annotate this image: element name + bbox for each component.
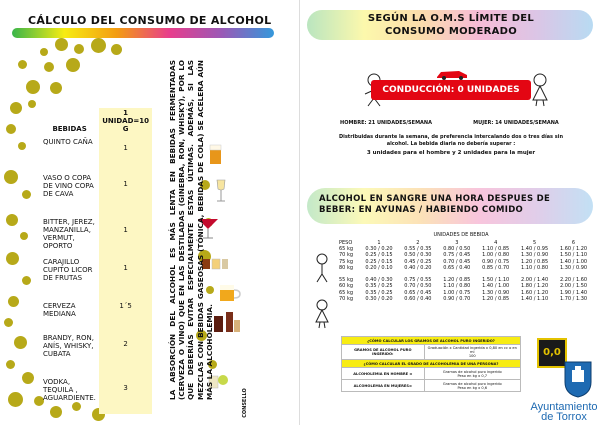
header-bebidas: BEBIDAS — [52, 125, 87, 133]
bac-weight: 65 kg — [339, 289, 354, 296]
bac-value: 1.60 / 1.20 — [559, 246, 588, 253]
drink-name: CARAJILLO CUPITO LICOR DE FRUTAS — [43, 258, 93, 282]
drink-name: VASO O COPA DE VINO COPA DE CAVA — [43, 174, 94, 198]
calc-formula — [424, 380, 520, 392]
town-shield-icon — [563, 360, 593, 398]
bac-value: 1.20 / 0.85 — [482, 295, 510, 302]
left-title: CÁLCULO DEL CONSUMO DE ALCOHOL — [28, 14, 272, 27]
drink-units: 1 — [99, 134, 152, 166]
table-row — [40, 368, 152, 414]
table-row — [40, 294, 152, 328]
bac-value: 0.50 / 0.30 — [404, 252, 432, 259]
bac-weight: 55 kg — [339, 277, 354, 284]
bac-value: 1.00 / 0.80 — [482, 252, 510, 259]
bac-value: 0.30 / 0.20 — [365, 295, 393, 302]
bac-value: 1.10 / 0.80 — [443, 283, 471, 290]
bac-value: 1.30 / 0.90 — [559, 264, 588, 271]
bac-value: 0.65 / 0.40 — [443, 264, 471, 271]
drinker-fasting-icon — [311, 252, 333, 284]
bac-value: 0.60 / 0.40 — [404, 295, 432, 302]
bac-header-cell: 2 — [416, 240, 420, 247]
bac-value: 1.50 / 1.10 — [559, 252, 588, 259]
calc-table — [341, 336, 521, 392]
calc-label: ALCOHOLEMIA EN HOMBRE = — [342, 368, 425, 380]
driving-limit: CONDUCCIÓN: 0 UNIDADES — [371, 80, 531, 100]
bac-value: 1.90 / 1.40 — [559, 289, 588, 296]
formula-numerator: Gramos de alcohol puro ingerido — [442, 369, 502, 374]
bac-value: 1.30 / 0.90 — [482, 289, 510, 296]
bac-value: 1.10 / 0.85 — [482, 246, 510, 253]
header-unidad: 1 UNIDAD=10 G — [99, 108, 152, 134]
calc-question-1: ¿CÓMO CALCULAR LOS GRAMOS DE ALCOHOL PURO INGERIDO? — [342, 337, 521, 345]
bac-value: 1.40 / 1.10 — [521, 295, 549, 302]
table-row — [40, 134, 152, 166]
bac-value: 2.00 / 1.50 — [559, 283, 588, 290]
drink-units: 1´5 — [99, 294, 152, 328]
bac-value: 1.10 / 0.80 — [521, 264, 549, 271]
bac-value: 0.40 / 0.20 — [404, 264, 432, 271]
absorption-note: LA ABSORCIÓN DEL ALCOHOL ES MÁS LENTA EN BEBIDAS FERMENTADAS (CERVEZA O VINO) QUE EN LAS DESTILADAS (GINEBRA, RON, WHISKY), POR LO QUE DEBERÍAS EVITAR ESPECIALMENTE ESTAS ÚLTIMAS. ADEMÁS, SI LAS MEZCLAS CON BEBIDAS GASEOSAS (TÓNICA, BEBIDAS DE COLA) SE ACELERA AÚN MÁS LA ALCOHOLEMIA. — [168, 60, 214, 400]
drink-name: BRANDY, RON, ANÍS, WHISKY, CUBATA — [43, 334, 94, 358]
bac-value: 0.65 / 0.45 — [404, 289, 432, 296]
formula-denominator: 100 — [468, 354, 476, 358]
calc-label: GRAMOS DE ALCOHOL PURO INGERIDO: — [342, 345, 425, 360]
drink-units: 1 — [99, 254, 152, 294]
drink-units: 1 — [99, 210, 152, 254]
oms-title: SEGÚN LA O.M.S LÍMITE DEL CONSUMO MODERADO — [367, 13, 535, 37]
women-limit: MUJER: 14 UNIDADES/SEMANA — [473, 120, 559, 126]
table-row — [40, 166, 152, 210]
bac-value: 1.20 / 0.85 — [443, 277, 471, 284]
bac-value: 0.90 / 0.75 — [482, 258, 510, 265]
bac-value: 0.45 / 0.25 — [404, 258, 432, 265]
bac-title: ALCOHOL EN SANGRE UNA HORA DESPUES DE BEBER: EN AYUNAS / HABIENDO COMIDO — [319, 194, 551, 215]
bac-value: 0.90 / 0.70 — [443, 295, 471, 302]
bac-value: 0.70 / 0.45 — [443, 258, 471, 265]
right-panel — [301, 0, 600, 425]
bac-value: 0.35 / 0.25 — [365, 283, 393, 290]
bac-value: 1.40 / 1.00 — [559, 258, 588, 265]
bac-weight: 70 kg — [339, 252, 354, 259]
men-limit: HOMBRE: 21 UNIDADES/SEMANA — [340, 120, 432, 126]
zero-alcohol-badge: 0,0 — [537, 338, 567, 368]
title-underline — [12, 28, 274, 38]
daily-limit-text: 3 unidades para el hombre y 2 unidades para la mujer — [366, 150, 536, 156]
bac-value: 2.00 / 1.40 — [521, 277, 549, 284]
bac-value: 1.00 / 0.75 — [443, 289, 471, 296]
drink-name: CERVEZA MEDIANA — [43, 302, 76, 318]
bac-value: 0.30 / 0.20 — [365, 246, 393, 253]
bac-value: 1.70 / 1.30 — [559, 295, 588, 302]
drink-units: 1 — [99, 166, 152, 210]
formula-denominator: Peso en kg x 0,6 — [457, 385, 488, 390]
formula-numerator: Graduación x Cantidad ingerida x 0,80 en cc o en ml — [427, 346, 517, 354]
bac-weight: 65 kg — [339, 246, 354, 253]
drink-units: 3 — [99, 368, 152, 414]
bac-value: 1.80 / 1.20 — [521, 283, 549, 290]
drink-units: 2 — [99, 328, 152, 368]
bac-value: 1.40 / 1.00 — [482, 283, 510, 290]
table-row — [40, 210, 152, 254]
bac-weight: 75 kg — [339, 258, 354, 265]
drinks-table — [40, 108, 152, 414]
calc-question-2: ¿CÓMO CALCULAR EL GRADO DE ALCOHOLEMIA DE UNA PERSONA? — [342, 360, 521, 368]
bac-value: 0.40 / 0.30 — [365, 277, 393, 284]
bac-value: 2.20 / 1.60 — [559, 277, 588, 284]
formula-numerator: Gramos de alcohol puro ingerido — [442, 381, 502, 386]
bac-header-cell: 1 — [377, 240, 381, 247]
drink-name: QUINTO CAÑA — [43, 138, 93, 146]
bac-table-body — [337, 240, 593, 302]
bac-value: 1.40 / 0.95 — [521, 246, 549, 253]
bac-value: 0.80 / 0.50 — [443, 246, 471, 253]
bac-value: 1.30 / 0.90 — [521, 252, 549, 259]
bac-value: 0.20 / 0.10 — [365, 264, 393, 271]
bac-header-cell: PESO — [339, 240, 353, 247]
advice-text: Distribuidas durante la semana, de preferencia intercalando dos o tres días sin alcohol. La bebida diaria no debería superar : — [338, 134, 564, 147]
calc-formula — [424, 345, 520, 360]
drink-name: VODKA, TEQUILA , AGUARDIENTE. — [43, 378, 96, 402]
drink-name: BITTER, JEREZ, MANZANILLA, VERMUT, OPORTO — [43, 218, 95, 250]
calc-formula — [424, 368, 520, 380]
bac-weight: 70 kg — [339, 295, 354, 302]
bac-weight: 60 kg — [339, 283, 354, 290]
bac-value: 0.55 / 0.35 — [404, 246, 432, 253]
table-row — [40, 328, 152, 368]
bac-value: 0.85 / 0.70 — [482, 264, 510, 271]
drinker-fed-icon — [311, 298, 333, 330]
bac-value: 1.50 / 1.10 — [482, 277, 510, 284]
bac-weight: 80 kg — [339, 264, 354, 271]
bac-value: 1.60 / 1.20 — [521, 289, 549, 296]
bac-value: 0.25 / 0.15 — [365, 258, 393, 265]
consello-logo: CONSELLO — [241, 388, 248, 418]
bac-value: 0.70 / 0.50 — [404, 283, 432, 290]
bac-value: 1.20 / 0.85 — [521, 258, 549, 265]
calc-label: ALCOHOLEMIA EN MUJERES= — [342, 380, 425, 392]
bac-value: 0.75 / 0.45 — [443, 252, 471, 259]
bac-value: 0.25 / 0.15 — [365, 252, 393, 259]
bac-value: 0.75 / 0.55 — [404, 277, 432, 284]
bac-header-cell: 5 — [533, 240, 537, 247]
formula-denominator: Peso en kg x 0,7 — [457, 373, 488, 378]
bac-units-label: UNIDADES DE BEBIDA — [433, 232, 489, 238]
bac-header-cell: 3 — [455, 240, 459, 247]
bac-row — [337, 296, 593, 302]
town-name: Ayuntamiento de Torrox — [530, 401, 598, 423]
bac-value: 0.35 / 0.25 — [365, 289, 393, 296]
bac-header-cell: 6 — [571, 240, 576, 247]
bac-table — [337, 240, 593, 302]
table-row — [40, 254, 152, 294]
car-icon — [435, 68, 469, 80]
bac-header-cell: 4 — [494, 240, 498, 247]
